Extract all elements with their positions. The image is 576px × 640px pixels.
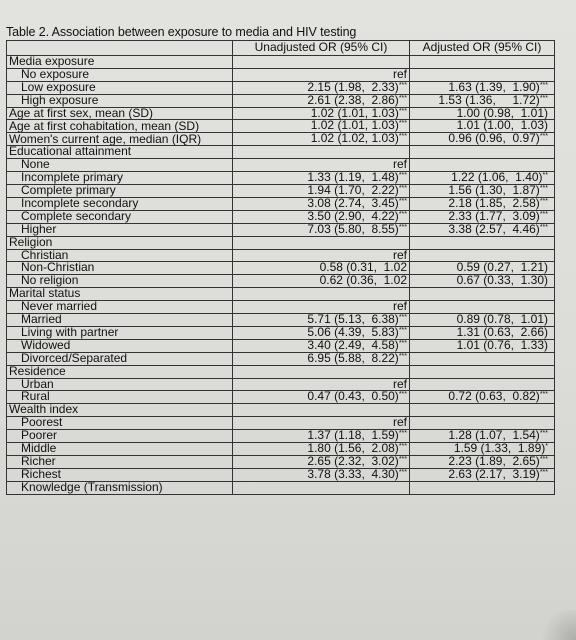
table-row: [7, 94, 555, 107]
significance-marker: ***: [539, 223, 548, 231]
adjusted-or-cell: [410, 94, 555, 107]
row-group-label: Educational attainment: [7, 146, 233, 159]
or-value: 1.02 (1.01, 1.03): [310, 107, 399, 120]
row-label: No religion: [7, 275, 233, 288]
table-row: [7, 456, 555, 469]
unadjusted-or-cell: [233, 81, 410, 94]
or-value: 1.28 (1.07, 1.54): [448, 429, 540, 443]
table-row: [7, 430, 555, 443]
adjusted-or-cell: [410, 210, 555, 223]
table-row: [7, 133, 555, 146]
adjusted-or-cell: [410, 172, 555, 185]
or-value: 3.08 (2.74, 3.45): [307, 197, 399, 210]
adjusted-or-cell: [410, 107, 555, 120]
table-row: [7, 262, 555, 275]
row-label: Richest: [7, 468, 233, 481]
or-value: 2.33 (1.77, 3.09): [448, 210, 540, 223]
row-label: No exposure: [7, 68, 233, 81]
or-value: 0.47 (0.43, 0.50): [307, 390, 399, 404]
significance-marker: ***: [539, 430, 548, 438]
unadjusted-or-cell: [233, 210, 410, 223]
unadjusted-or-cell: [233, 288, 410, 301]
adjusted-or-cell: [410, 339, 555, 352]
table-row: [7, 197, 555, 210]
unadjusted-or-cell: [233, 94, 410, 107]
table-row: [7, 404, 555, 417]
significance-marker: ***: [539, 391, 548, 399]
unadjusted-or-cell: [233, 365, 410, 378]
row-label: None: [7, 159, 233, 172]
unadjusted-or-cell: [233, 378, 410, 391]
row-group-label: Media exposure: [7, 55, 233, 68]
header-row: [7, 41, 555, 56]
table-row: [7, 184, 555, 197]
table-row: [7, 352, 555, 365]
row-label: Incomplete secondary: [7, 197, 233, 210]
or-value: 0.96 (0.96, 0.97): [448, 132, 540, 146]
row-group-label: Residence: [7, 365, 233, 378]
significance-marker: ***: [539, 81, 548, 89]
adjusted-or-cell: [410, 55, 555, 68]
adjusted-or-cell: [410, 417, 555, 430]
table-row: [7, 314, 555, 327]
significance-marker: ***: [539, 468, 548, 476]
table-row: [7, 443, 555, 456]
unadjusted-or-cell: [233, 430, 410, 443]
significance-marker: ***: [398, 94, 407, 102]
significance-marker: ***: [398, 456, 407, 463]
table-row: [7, 275, 555, 288]
or-value: 2.23 (1.89, 2.65): [448, 455, 540, 468]
row-label: Middle: [7, 443, 233, 456]
table-row: [7, 120, 555, 133]
or-value: ref: [392, 300, 407, 314]
row-label: Non-Christian: [7, 262, 233, 275]
or-value: 1.01 (1.00, 1.03): [456, 119, 548, 133]
row-label: Incomplete primary: [7, 172, 233, 185]
adjusted-or-cell: [410, 223, 555, 236]
or-value: 7.03 (5.80, 8.55): [307, 223, 399, 236]
significance-marker: ***: [398, 133, 407, 141]
or-value: 5.71 (5.13, 6.38): [307, 313, 399, 327]
or-value: 1.59 (1.33, 1.89): [453, 442, 546, 456]
significance-marker: ***: [398, 197, 407, 205]
significance-marker: ***: [398, 107, 407, 115]
or-value: 2.63 (2.17, 3.19): [448, 468, 540, 481]
unadjusted-or-cell: [233, 352, 410, 365]
page-shadow: [536, 610, 576, 640]
unadjusted-or-cell: [233, 391, 410, 404]
or-value: 5.06 (4.39, 5.83): [307, 326, 399, 339]
or-value: 1.94 (1.70, 2.22): [307, 184, 399, 197]
or-value: 1.53 (1.36, 1.72): [438, 94, 540, 107]
table-row: [7, 339, 555, 352]
or-value: 0.89 (0.78, 1.01): [456, 313, 548, 327]
table-row: [7, 326, 555, 339]
adjusted-or-cell: [410, 365, 555, 378]
or-value: 0.62 (0.36, 1.02: [319, 274, 407, 288]
table-row: [7, 146, 555, 159]
or-value: 1.22 (1.06, 1.40): [451, 171, 543, 185]
adjusted-or-cell: [410, 275, 555, 288]
row-group-label: Women's current age, median (IQR): [7, 133, 233, 146]
or-value: 2.18 (1.85, 2.58): [448, 197, 540, 210]
table-row: [7, 81, 555, 94]
adjusted-or-cell: [410, 468, 555, 481]
table-row: [7, 391, 555, 404]
adjusted-or-cell: [410, 352, 555, 365]
significance-marker: ***: [539, 456, 548, 463]
header-variable: [7, 41, 233, 56]
significance-marker: ***: [539, 94, 548, 102]
row-group-label: Age at first sex, mean (SD): [7, 107, 233, 120]
adjusted-or-cell: [410, 301, 555, 314]
adjusted-or-cell: [410, 184, 555, 197]
unadjusted-or-cell: [233, 55, 410, 68]
row-label: Complete primary: [7, 184, 233, 197]
table-row: [7, 223, 555, 236]
unadjusted-or-cell: [233, 339, 410, 352]
significance-marker: ***: [398, 443, 407, 451]
or-value: 0.67 (0.33, 1.30): [456, 274, 548, 288]
or-value: 3.78 (3.33, 4.30): [307, 468, 399, 481]
adjusted-or-cell: [410, 288, 555, 301]
adjusted-or-cell: [410, 456, 555, 469]
adjusted-or-cell: [410, 314, 555, 327]
header-adjusted: Adjusted OR (95% CI): [410, 41, 555, 56]
significance-marker: ***: [398, 352, 407, 360]
significance-marker: ***: [398, 210, 407, 218]
row-label: Rural: [7, 391, 233, 404]
significance-marker: ***: [398, 223, 407, 231]
adjusted-or-cell: [410, 81, 555, 94]
or-value: 1.02 (1.02, 1.03): [310, 132, 399, 146]
significance-marker: ***: [539, 197, 548, 205]
adjusted-or-cell: [410, 236, 555, 249]
significance-marker: ***: [398, 430, 407, 438]
significance-marker: ***: [398, 81, 407, 89]
unadjusted-or-cell: [233, 262, 410, 275]
adjusted-or-cell: [410, 197, 555, 210]
unadjusted-or-cell: [233, 468, 410, 481]
significance-marker: ***: [398, 339, 407, 347]
unadjusted-or-cell: [233, 133, 410, 146]
adjusted-or-cell: [410, 249, 555, 262]
or-value: 1.31 (0.63, 2.66): [456, 326, 548, 339]
table-row: [7, 55, 555, 68]
adjusted-or-cell: [410, 68, 555, 81]
unadjusted-or-cell: [233, 326, 410, 339]
adjusted-or-cell: [410, 326, 555, 339]
significance-marker: **: [542, 172, 548, 180]
unadjusted-or-cell: [233, 314, 410, 327]
unadjusted-or-cell: [233, 404, 410, 417]
row-label: Poorer: [7, 430, 233, 443]
table-row: [7, 481, 555, 494]
or-value: 2.15 (1.98, 2.33): [307, 81, 399, 94]
unadjusted-or-cell: [233, 120, 410, 133]
results-table: [6, 40, 555, 495]
unadjusted-or-cell: [233, 417, 410, 430]
or-value: 0.72 (0.63, 0.82): [448, 390, 540, 404]
adjusted-or-cell: [410, 443, 555, 456]
row-label: Complete secondary: [7, 210, 233, 223]
significance-marker: ***: [398, 326, 407, 334]
or-value: ref: [392, 249, 407, 262]
table-row: [7, 159, 555, 172]
unadjusted-or-cell: [233, 107, 410, 120]
or-value: 1.01 (0.76, 1.33): [456, 339, 548, 352]
row-label: Higher: [7, 223, 233, 236]
unadjusted-or-cell: [233, 146, 410, 159]
significance-marker: ***: [539, 210, 548, 218]
unadjusted-or-cell: [233, 197, 410, 210]
unadjusted-or-cell: [233, 301, 410, 314]
unadjusted-or-cell: [233, 456, 410, 469]
table-row: [7, 468, 555, 481]
or-value: 1.63 (1.39, 1.90): [448, 81, 540, 94]
or-value: 6.95 (5.88, 8.22): [307, 352, 399, 365]
row-label: Urban: [7, 378, 233, 391]
or-value: 3.38 (2.57, 4.46): [448, 223, 540, 236]
table-row: [7, 68, 555, 81]
or-value: 1.33 (1.19, 1.48): [307, 171, 399, 185]
table-row: [7, 172, 555, 185]
or-value: 0.59 (0.27, 1.21): [456, 261, 548, 275]
row-label: Christian: [7, 249, 233, 262]
row-group-label: Marital status: [7, 288, 233, 301]
significance-marker: ***: [398, 120, 407, 128]
adjusted-or-cell: [410, 404, 555, 417]
row-label: Low exposure: [7, 81, 233, 94]
table-title: Table 2. Association between exposure to media and HIV testing: [6, 25, 357, 39]
or-value: ref: [392, 416, 407, 430]
row-label: Living with partner: [7, 326, 233, 339]
adjusted-or-cell: [410, 159, 555, 172]
significance-marker: ***: [398, 391, 407, 399]
table-row: [7, 365, 555, 378]
row-group-label: Religion: [7, 236, 233, 249]
or-value: 3.50 (2.90, 4.22): [307, 210, 399, 223]
significance-marker: ***: [398, 314, 407, 322]
or-value: 1.00 (0.98, 1.01): [456, 107, 548, 120]
or-value: 3.40 (2.49, 4.58): [307, 339, 399, 352]
table-row: [7, 378, 555, 391]
row-label: High exposure: [7, 94, 233, 107]
significance-marker: ***: [398, 184, 407, 192]
row-group-label: Wealth index: [7, 404, 233, 417]
unadjusted-or-cell: [233, 159, 410, 172]
row-group-label: Age at first cohabitation, mean (SD): [7, 120, 233, 133]
or-value: 2.61 (2.38, 2.86): [307, 94, 399, 107]
adjusted-or-cell: [410, 262, 555, 275]
row-label: Never married: [7, 301, 233, 314]
unadjusted-or-cell: [233, 68, 410, 81]
unadjusted-or-cell: [233, 275, 410, 288]
unadjusted-or-cell: [233, 184, 410, 197]
row-label: Poorest: [7, 417, 233, 430]
unadjusted-or-cell: [233, 223, 410, 236]
or-value: 1.80 (1.56, 2.08): [307, 442, 399, 456]
table-row: [7, 107, 555, 120]
row-label: Married: [7, 314, 233, 327]
row-label: Knowledge (Transmission): [7, 481, 233, 494]
row-label: Richer: [7, 456, 233, 469]
adjusted-or-cell: [410, 391, 555, 404]
unadjusted-or-cell: [233, 236, 410, 249]
significance-marker: ***: [398, 172, 407, 180]
significance-marker: ***: [539, 184, 548, 192]
row-label: Divorced/Separated: [7, 352, 233, 365]
or-value: 1.56 (1.30, 1.87): [448, 184, 540, 197]
table-body: [7, 55, 555, 494]
table-row: [7, 236, 555, 249]
or-value: 1.37 (1.18, 1.59): [307, 429, 399, 443]
unadjusted-or-cell: [233, 249, 410, 262]
table-row: [7, 288, 555, 301]
adjusted-or-cell: [410, 146, 555, 159]
or-value: ref: [392, 68, 407, 81]
significance-marker: ***: [398, 468, 407, 476]
adjusted-or-cell: [410, 133, 555, 146]
table-row: [7, 210, 555, 223]
adjusted-or-cell: [410, 378, 555, 391]
row-label: Widowed: [7, 339, 233, 352]
unadjusted-or-cell: [233, 443, 410, 456]
adjusted-or-cell: [410, 430, 555, 443]
header-unadjusted: Unadjusted OR (95% CI): [233, 41, 410, 56]
or-value: 2.65 (2.32, 3.02): [307, 455, 399, 468]
or-value: 0.58 (0.31, 1.02: [319, 261, 407, 275]
or-value: ref: [392, 158, 407, 172]
table-row: [7, 249, 555, 262]
table-row: [7, 301, 555, 314]
adjusted-or-cell: [410, 120, 555, 133]
significance-marker: ***: [539, 133, 548, 141]
or-value: ref: [392, 378, 407, 391]
table-row: [7, 417, 555, 430]
significance-marker: *: [545, 443, 548, 451]
unadjusted-or-cell: [233, 172, 410, 185]
unadjusted-or-cell: [233, 481, 410, 494]
adjusted-or-cell: [410, 481, 555, 494]
or-value: 1.02 (1.01, 1.03): [310, 119, 399, 133]
